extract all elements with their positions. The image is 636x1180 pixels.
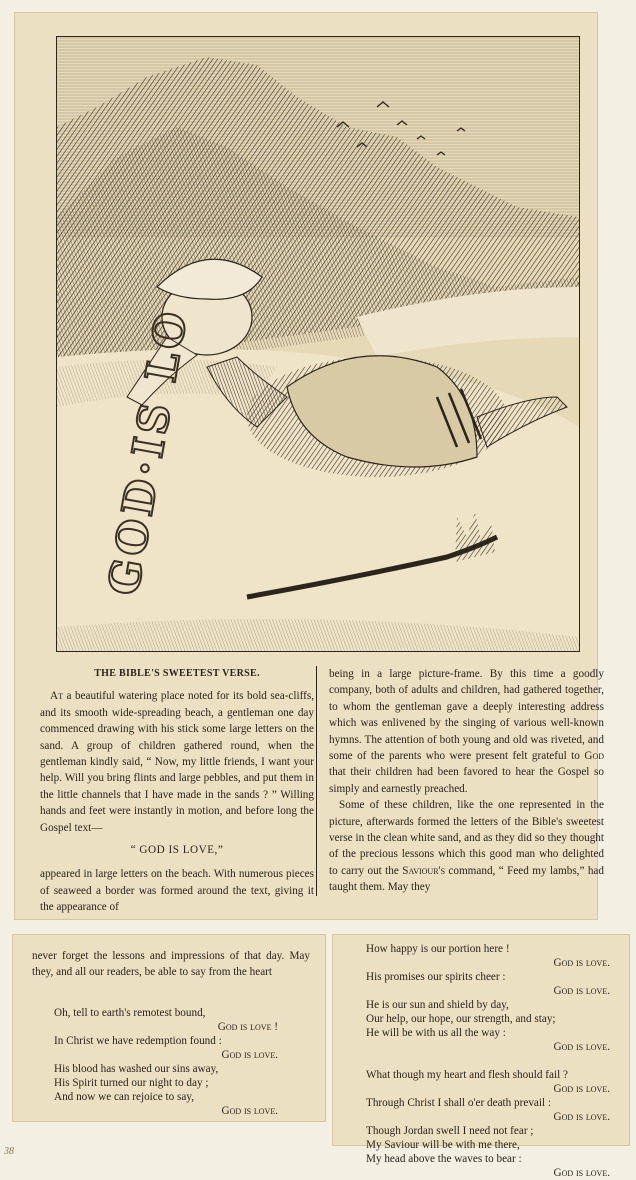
verse-line: What though my heart and flesh should fail ? [366,1069,568,1081]
verse-line: He will be with us all the way : [366,1027,506,1039]
engraving-illustration [56,36,580,652]
verse-line: His promises our spirits cheer : [366,971,506,983]
verse-line: My Saviour will be with me there, [366,1139,520,1151]
refrain-line: God is love ! [217,1021,278,1033]
refrain-line: God is love. [553,1167,610,1179]
verse-line: How happy is our portion here ! [366,943,510,955]
paragraph-1 [40,688,314,836]
saviour-smallcaps: Saviour's [402,864,446,877]
article-column-2 [316,666,604,896]
continuation-verse [54,1006,286,1118]
verse-line: Oh, tell to earth's remotest bound, [54,1007,206,1019]
article-column-1 [40,666,314,916]
continuation-clipping [12,934,326,1122]
paragraph-3-text-a: being in a large picture-frame. By this time a goodly company, both of adults and children, had gathered together, to whom the gentleman gave a deeply interesting address which was enlivened by the singing of various well-known hymns. The attention of both young and old was riveted, and some of the parents who were present felt grateful to [329,668,604,763]
paragraph-4 [329,797,604,895]
hymn-clipping [332,934,630,1179]
paragraph-4-text-b: command, “ Feed my lambs,” had taught them. May they [329,864,604,894]
verse-line: In Christ we have redemption found : [54,1035,222,1047]
verse-line: And now we can rejoice to say, [54,1091,195,1103]
paragraph-4-text-a: Some of these children, like the one represented in the picture, afterwards formed the letters of the Bible's sweetest verse in the clean white sand, and as they did so they thought of the precious lessons which this good man who delighted to carry out the [329,799,604,877]
refrain-line: God is love. [221,1049,278,1061]
stanza-gap [366,1054,618,1068]
article-headline: THE BIBLE'S SWEETEST VERSE. [94,668,260,679]
verse-line: His Spirit turned our night to day ; [54,1077,209,1089]
gospel-text-quote: “ GOD IS LOVE,” [130,844,224,857]
hymn-verse [366,942,618,1180]
verse-line: My head above the waves to bear : [366,1153,522,1165]
refrain-line: God is love. [553,985,610,997]
verse-line: He is our sun and shield by day, [366,999,509,1011]
refrain-line: God is love. [553,1041,610,1053]
refrain-line: God is love. [221,1105,278,1117]
verse-line: His blood has washed our sins away, [54,1063,219,1075]
continuation-prose: never forget the lessons and impressions of that day. May they, and all our readers, be able to say from the heart [32,950,310,979]
verse-line: Through Christ I shall o'er death prevail : [366,1097,552,1109]
main-clipping [14,12,604,920]
god-smallcaps: God [584,750,604,763]
refrain-line: God is love. [553,957,610,969]
verse-line: Our help, our hope, our strength, and stay; [366,1013,556,1025]
refrain-line: God is love. [553,1083,610,1095]
paragraph-2: appeared in large letters on the beach. With numerous pieces of seaweed a border was formed around the text, giving it the appearance of [40,868,314,914]
margin-page-number: 38 [4,1146,14,1157]
sand-letters: GOD·IS LO [98,304,198,599]
child-on-beach-picture [57,37,579,651]
paragraph-3 [329,666,604,797]
paragraph-3-text-b: that their children had been favored to hear the Gospel so simply and earnestly preached. [329,766,604,795]
paragraph-1-text: a beautiful watering place noted for its bold sea-cliffs, and its smooth wide-spreading beach, a gentleman one day commenced drawing with his stick some large letters on the sand. A group of children gathered round, when the gentleman kindly said, “ Now, my little friends, I want your help. Will you bring flints and large pebbles, and put them in the little channels that I have made in the sands ? ” Willing hands and feet were instantly in motion, and before long the Gospel text— [40,690,314,834]
verse-line: Though Jordan swell I need not fear ; [366,1125,534,1137]
dropcap-word: At [50,690,63,703]
refrain-line: God is love. [553,1111,610,1123]
